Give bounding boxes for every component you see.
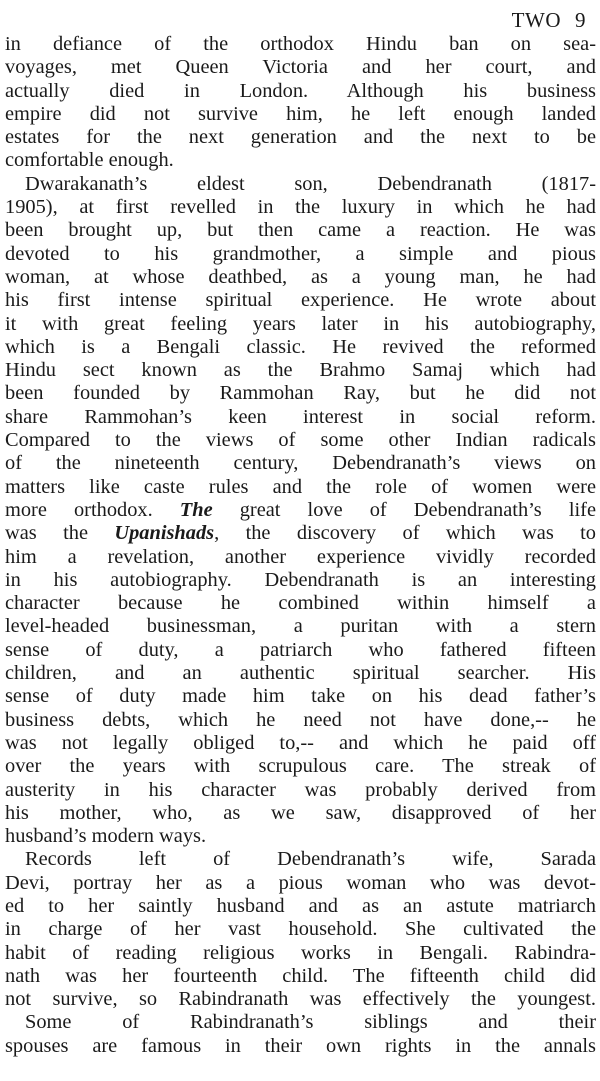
text-line: matters like caste rules and the role of women were: [5, 475, 596, 498]
text-line: Dwarakanath’s eldest son, Debendranath (1817-: [25, 172, 596, 195]
text-line: Compared to the views of some other Indian radicals: [5, 429, 596, 452]
text-line: voyages, met Queen Victoria and her court, and: [5, 56, 596, 79]
text-line-with-italic: [5, 522, 596, 545]
text-line: in charge of her vast household. She cultivated the: [5, 918, 596, 941]
text-line: his first intense spiritual experience. He wrote about: [5, 289, 596, 312]
text-line: in his autobiography. Debendranath is an interesting: [5, 568, 596, 591]
text-line: been founded by Rammohan Ray, but he did not: [5, 382, 596, 405]
text-line: spouses are famous in their own rights in the annals: [5, 1034, 596, 1057]
text-line: nath was her fourteenth child. The fifteenth child did: [5, 964, 596, 987]
text-line: of the nineteenth century, Debendranath’s views on: [5, 452, 596, 475]
text-line: austerity in his character was probably derived from: [5, 778, 596, 801]
text-line: business debts, which he need not have done,-- he: [5, 708, 596, 731]
text-line: which is a Bengali classic. He revived the reformed: [5, 335, 596, 358]
text-line: sense of duty made him take on his dead father’s: [5, 685, 596, 708]
text-line: estates for the next generation and the next to be: [5, 126, 596, 149]
text-segment: , the discovery of which was to: [214, 522, 596, 545]
text-line: husband’s modern ways.: [5, 825, 207, 848]
text-line: level-headed businessman, a puritan with a stern: [5, 615, 596, 638]
text-segment: great love of Debendranath’s life: [212, 498, 596, 521]
text-line: 1905), at first revelled in the luxury in which he had: [5, 196, 596, 219]
text-line: character because he combined within himself a: [5, 592, 596, 615]
text-line: in defiance of the orthodox Hindu ban on sea-: [5, 33, 596, 55]
text-line: ed to her saintly husband and as an astute matriarch: [5, 894, 596, 917]
text-line: his mother, who, as we saw, disapproved of her: [5, 801, 596, 824]
text-line: share Rammohan’s keen interest in social reform.: [5, 405, 596, 428]
chapter-label: TWO: [511, 8, 561, 32]
text-line: woman, at whose deathbed, as a young man, he had: [5, 265, 596, 288]
text-line: children, and an authentic spiritual searcher. His: [5, 662, 596, 685]
italic-word: Upanishads: [114, 522, 215, 545]
text-line-with-italic: [5, 499, 596, 522]
text-line: been brought up, but then came a reaction. He was: [5, 219, 596, 242]
text-line: habit of reading religious works in Bengali. Rabindra-: [5, 941, 596, 964]
text-line: comfortable enough.: [5, 149, 174, 172]
text-line: actually died in London. Although his business: [5, 79, 596, 102]
page-number: 9: [575, 8, 586, 32]
text-line: Devi, portray her as a pious woman who was devot-: [5, 871, 596, 894]
text-line: it with great feeling years later in his autobiography,: [5, 312, 596, 335]
text-line: devoted to his grandmother, a simple and pious: [5, 242, 596, 265]
text-line: over the years with scrupulous care. The streak of: [5, 755, 596, 778]
running-head: [5, 0, 596, 33]
text-segment: was the: [5, 522, 115, 545]
text-line: empire did not survive him, he left enough landed: [5, 102, 596, 125]
text-line: was not legally obliged to,-- and which he paid off: [5, 731, 596, 754]
italic-word: The: [179, 498, 213, 521]
text-segment: more orthodox.: [5, 498, 180, 521]
text-line: Records left of Debendranath’s wife, Sarada: [25, 848, 596, 871]
body-text: [5, 33, 596, 1058]
text-line: Some of Rabindranath’s siblings and their: [25, 1011, 596, 1034]
text-line: Hindu sect known as the Brahmo Samaj which had: [5, 359, 596, 382]
text-line: not survive, so Rabindranath was effectively the youngest.: [5, 988, 596, 1011]
text-line: him a revelation, another experience vividly recorded: [5, 545, 596, 568]
text-line: sense of duty, a patriarch who fathered fifteen: [5, 638, 596, 661]
